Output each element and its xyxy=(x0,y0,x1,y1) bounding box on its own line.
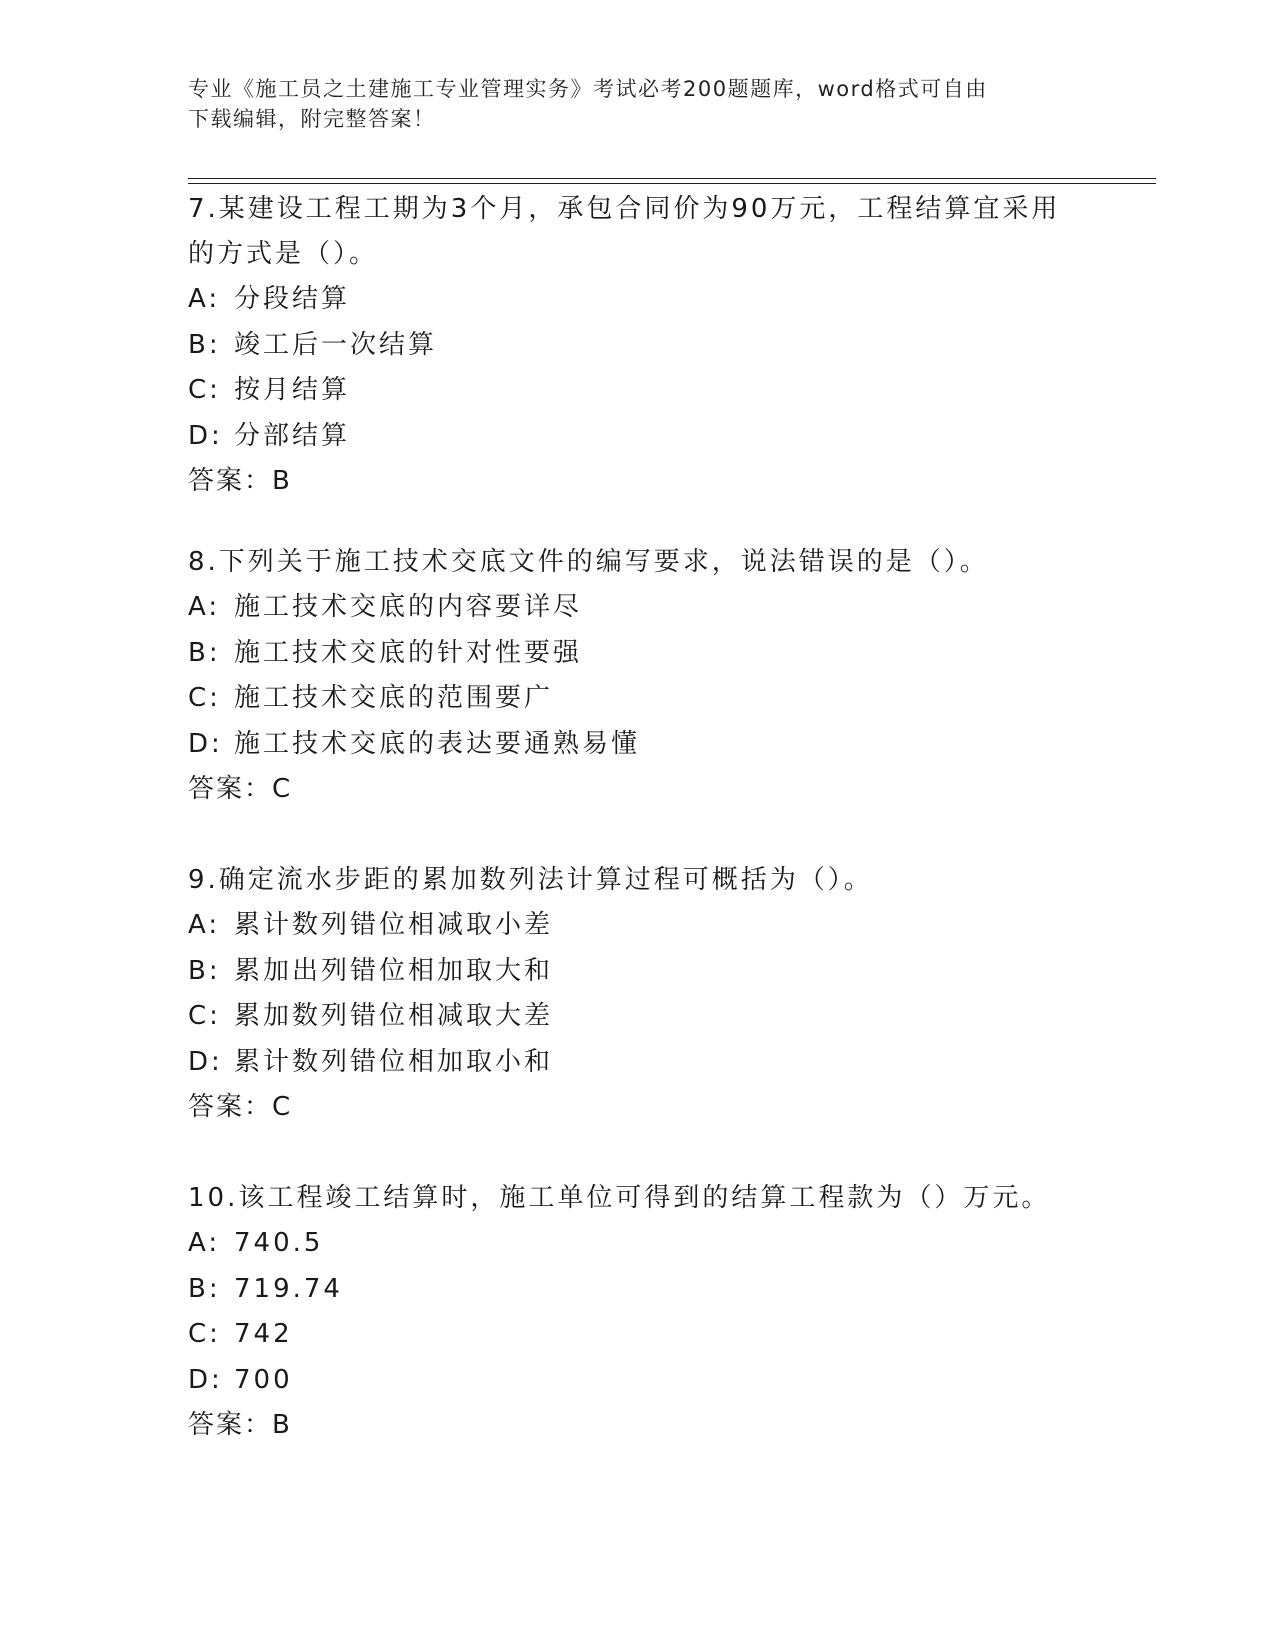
option-letter: D: xyxy=(188,1364,223,1395)
option-d xyxy=(188,1358,1088,1404)
option-letter: A: xyxy=(188,592,221,622)
option-letter: A: xyxy=(188,910,221,940)
answer-line: 答案：C xyxy=(188,1092,293,1122)
option-text: 累计数列错位相减取小差 xyxy=(234,910,554,940)
option-text: 740.5 xyxy=(234,1228,324,1258)
answer-line: 答案：B xyxy=(188,466,292,496)
option-a xyxy=(188,277,1088,323)
option-text: 按月结算 xyxy=(234,375,351,405)
option-text: 累加出列错位相加取大和 xyxy=(234,955,554,986)
option-letter: C: xyxy=(188,683,221,713)
header-divider-top xyxy=(188,178,1156,179)
option-letter: C: xyxy=(188,375,221,405)
option-text: 施工技术交底的表达要通熟易懂 xyxy=(234,728,641,759)
option-a xyxy=(188,1221,1088,1267)
option-a xyxy=(188,585,1088,631)
option-text: 累加数列错位相减取大差 xyxy=(234,1001,554,1031)
option-text: 742 xyxy=(234,1319,293,1349)
question-8 xyxy=(188,540,1088,812)
option-d xyxy=(188,722,1088,768)
option-letter: B: xyxy=(188,955,221,986)
option-d xyxy=(188,414,1088,460)
option-text: 分段结算 xyxy=(234,284,351,314)
header-line-1: 专业《施工员之土建施工专业管理实务》考试必考200题题库，word格式可自由 xyxy=(188,77,988,101)
option-text: 分部结算 xyxy=(234,420,351,451)
option-b xyxy=(188,949,1088,995)
option-text: 施工技术交底的范围要广 xyxy=(234,683,554,713)
option-text: 施工技术交底的针对性要强 xyxy=(234,637,583,668)
question-stem: 7.某建设工程工期为3个月，承包合同价为90万元，工程结算宜采用 xyxy=(188,194,1061,224)
question-9 xyxy=(188,858,1088,1130)
option-letter: D: xyxy=(188,1046,223,1077)
answer-line: 答案：C xyxy=(188,774,293,804)
option-letter: B: xyxy=(188,329,221,360)
option-letter: C: xyxy=(188,1319,221,1349)
question-stem-continued: 的方式是（）。 xyxy=(188,239,379,269)
option-b xyxy=(188,631,1088,677)
header-line-2: 下载编辑，附完整答案！ xyxy=(188,107,436,131)
question-stem: 9.确定流水步距的累加数列法计算过程可概括为（）。 xyxy=(188,865,873,895)
option-letter: D: xyxy=(188,728,223,759)
option-c xyxy=(188,676,1088,722)
option-letter: A: xyxy=(188,284,221,314)
option-letter: A: xyxy=(188,1228,221,1258)
option-c xyxy=(188,994,1088,1040)
option-c xyxy=(188,1312,1088,1358)
option-b xyxy=(188,1267,1088,1313)
option-b xyxy=(188,323,1088,369)
option-letter: B: xyxy=(188,1273,221,1304)
option-d xyxy=(188,1040,1088,1086)
option-a xyxy=(188,903,1088,949)
question-7 xyxy=(188,187,1088,504)
option-text: 施工技术交底的内容要详尽 xyxy=(234,592,583,622)
question-10 xyxy=(188,1176,1088,1448)
option-letter: B: xyxy=(188,637,221,668)
option-text: 竣工后一次结算 xyxy=(234,329,438,360)
option-letter: C: xyxy=(188,1001,221,1031)
question-stem: 8.下列关于施工技术交底文件的编写要求，说法错误的是（）。 xyxy=(188,547,989,577)
question-stem: 10.该工程竣工结算时，施工单位可得到的结算工程款为（）万元。 xyxy=(188,1183,1051,1213)
document-header xyxy=(188,74,1068,134)
option-text: 719.74 xyxy=(234,1273,343,1304)
answer-line: 答案：B xyxy=(188,1410,292,1440)
header-divider-bottom xyxy=(188,183,1156,184)
option-letter: D: xyxy=(188,420,223,451)
option-text: 700 xyxy=(234,1364,293,1395)
option-text: 累计数列错位相加取小和 xyxy=(234,1046,554,1077)
option-c xyxy=(188,368,1088,414)
